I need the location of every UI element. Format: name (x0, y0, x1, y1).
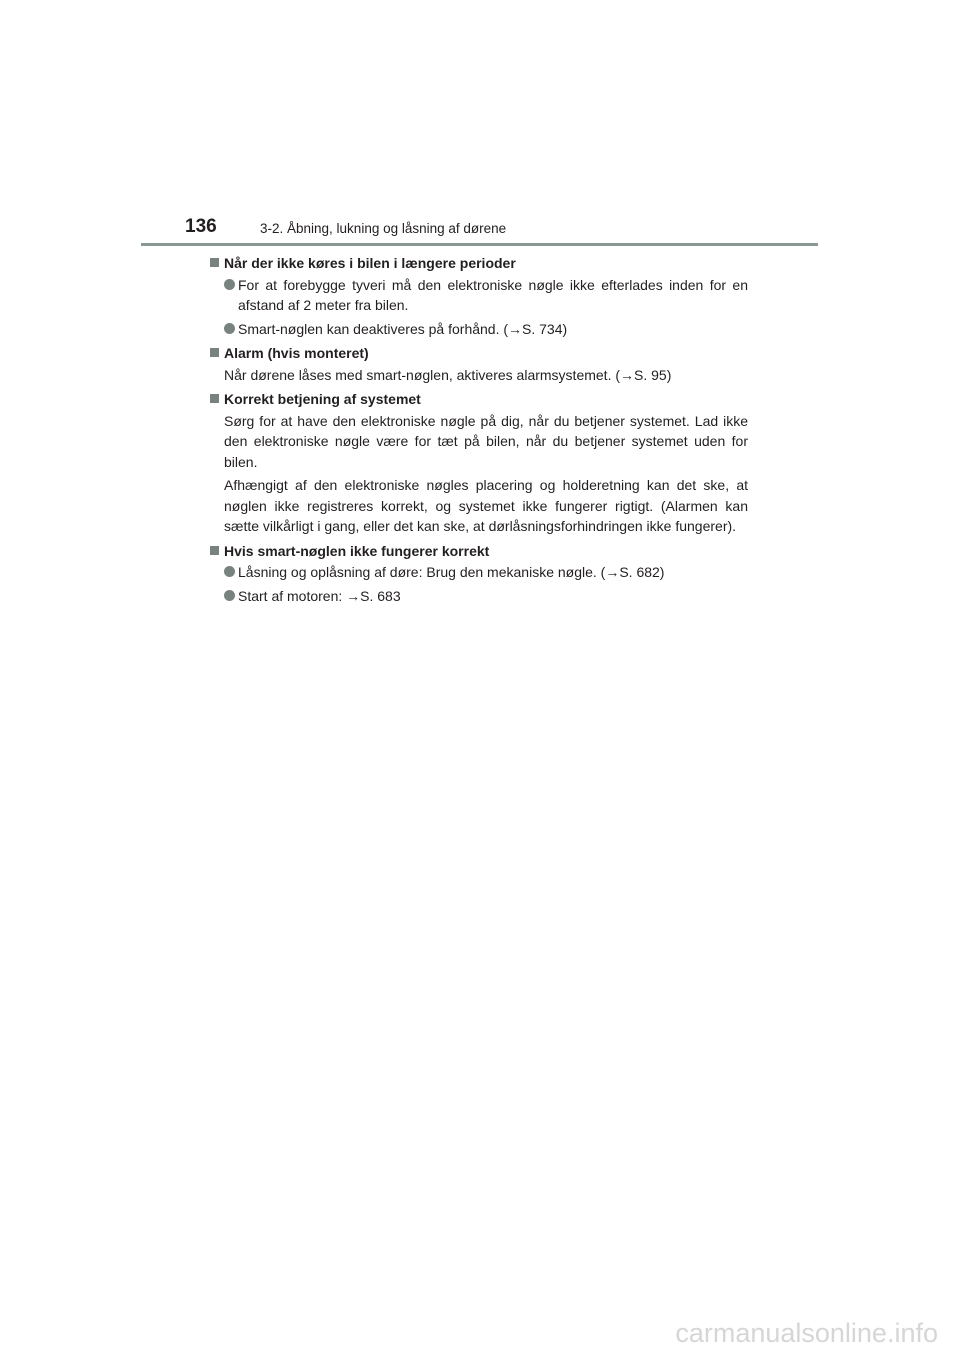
section-long-parking (210, 253, 748, 339)
paragraph: Sørg for at have den elektroniske nøgle på dig, når du betjener systemet. Lad ikke den elektroniske nøgle være for tæt på bilen, når du betjener systemet uden for bilen. (224, 412, 748, 470)
square-bullet-icon (210, 348, 219, 357)
square-bullet-icon (210, 258, 219, 267)
circle-bullet-icon (224, 279, 235, 290)
paragraph: Afhængigt af den elektroniske nøgles placering og holderetning kan det ske, at nøglen ikke registreres korrekt, og systemet ikke fungerer rigtigt. (Alarmen kan sætte vilkårligt i gang, eller det kan ske, at dørlåsningsforhindringen ikke fungerer). (224, 477, 748, 534)
list-item (210, 586, 748, 607)
section-heading (210, 253, 748, 274)
list-item (210, 562, 748, 583)
circle-bullet-icon (224, 590, 235, 601)
list-item-text: Start af motoren: →S. 683 (238, 587, 401, 604)
section-heading (210, 541, 748, 562)
watermark: carmanualsonline.info (675, 1318, 938, 1348)
section-heading-text: Hvis smart-nøglen ikke fungerer korrekt (224, 542, 490, 559)
list-item-text: Låsning og oplåsning af døre: Brug den mekaniske nøgle. (→S. 682) (238, 564, 665, 580)
circle-bullet-icon (224, 566, 235, 577)
circle-bullet-icon (224, 323, 235, 334)
page-number: 136 (185, 216, 217, 237)
square-bullet-icon (210, 394, 219, 403)
list-item (210, 275, 748, 316)
section-title: 3-2. Åbning, lukning og låsning af dørene (260, 221, 507, 236)
square-bullet-icon (210, 546, 219, 555)
page-content (210, 253, 748, 610)
section-alarm (210, 343, 748, 385)
section-heading (210, 343, 748, 364)
list-item-text: For at forebygge tyveri må den elektroniske nøgle ikke efterlades inden for en afstand af 2 meter fra bilen. (238, 276, 748, 313)
section-heading-text: Når der ikke køres i bilen i længere perioder (224, 255, 516, 271)
list-item (210, 319, 748, 340)
section-heading-text: Korrekt betjening af systemet (224, 391, 421, 407)
section-key-malfunction (210, 541, 748, 607)
page-header (185, 214, 825, 240)
list-item-text: Smart-nøglen kan deaktiveres på forhånd. (→S. 734) (238, 320, 568, 337)
section-heading (210, 389, 748, 410)
section-heading-text: Alarm (hvis monteret) (224, 345, 369, 361)
section-correct-operation (210, 389, 748, 537)
paragraph: Når dørene låses med smart-nøglen, aktiveres alarmsystemet. (→S. 95) (224, 366, 672, 383)
header-divider (141, 243, 818, 246)
